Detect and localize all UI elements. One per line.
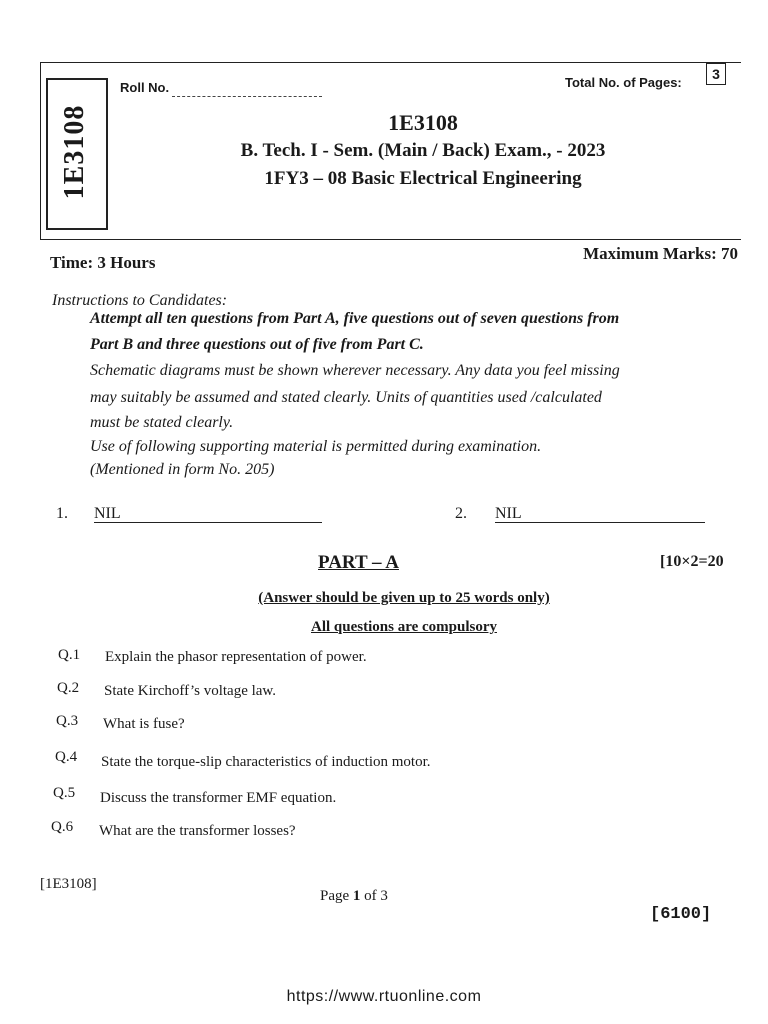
instruction-line: (Mentioned in form No. 205) — [90, 461, 275, 478]
page-suffix: of 3 — [360, 888, 388, 904]
serial-number: [6100] — [650, 905, 712, 924]
part-a-title: PART – A — [318, 552, 399, 573]
paper-code: 1E3108 — [388, 110, 458, 135]
material-value: NIL — [495, 505, 522, 522]
material-value: NIL — [94, 505, 121, 522]
total-pages-label: Total No. of Pages: — [565, 75, 682, 90]
question-text: Explain the phasor representation of power. — [105, 649, 367, 665]
instructions-heading: Instructions to Candidates: — [52, 292, 228, 309]
website-url[interactable]: https://www.rtuonline.com — [286, 988, 482, 1005]
subject-title: 1FY3 – 08 Basic Electrical Engineering — [264, 168, 582, 189]
page-number — [320, 888, 388, 905]
instruction-line: may suitably be assumed and stated clearly. Units of quantities used /calculated — [90, 389, 602, 406]
instruction-line: Part B and three questions out of five from Part C. — [90, 336, 424, 353]
page-current: 1 — [352, 888, 361, 904]
instruction-line: Attempt all ten questions from Part A, five questions out of seven questions from — [90, 310, 620, 327]
question-number: Q.2 — [57, 680, 80, 696]
part-a-marks: [10×2=20 — [660, 553, 724, 570]
paper-code-vertical: 1E3108 — [59, 104, 90, 200]
footer-paper-code: [1E3108] — [40, 876, 97, 892]
question-number: Q.3 — [56, 713, 79, 729]
question-number: Q.4 — [55, 749, 78, 765]
part-a-answer-note: (Answer should be given up to 25 words only) — [258, 590, 550, 606]
question-text: Discuss the transformer EMF equation. — [100, 790, 337, 806]
material-number: 2. — [455, 505, 467, 522]
roll-number-field — [172, 96, 322, 97]
time-duration: Time: 3 Hours — [50, 253, 156, 272]
material-underline — [94, 522, 322, 523]
question-text: What are the transformer losses? — [99, 823, 296, 839]
question-number: Q.1 — [58, 647, 81, 663]
question-text: State the torque-slip characteristics of induction motor. — [101, 754, 431, 770]
material-underline — [495, 522, 705, 523]
part-a-compulsory-note: All questions are compulsory — [311, 619, 497, 635]
roll-number-label: Roll No. — [120, 80, 170, 95]
instruction-line: Use of following supporting material is permitted during examination. — [90, 438, 542, 455]
total-pages-value: 3 — [706, 63, 726, 85]
maximum-marks: Maximum Marks: 70 — [583, 244, 738, 263]
material-number: 1. — [56, 505, 68, 522]
question-text: State Kirchoff’s voltage law. — [104, 683, 277, 699]
question-text: What is fuse? — [103, 716, 185, 732]
instruction-line: must be stated clearly. — [90, 414, 234, 431]
page-prefix: Page — [320, 888, 353, 904]
exam-title: B. Tech. I - Sem. (Main / Back) Exam., - 2023 — [240, 140, 606, 161]
question-number: Q.5 — [53, 785, 76, 801]
instruction-line: Schematic diagrams must be shown wherever necessary. Any data you feel missing — [90, 362, 620, 379]
question-number: Q.6 — [51, 819, 74, 835]
